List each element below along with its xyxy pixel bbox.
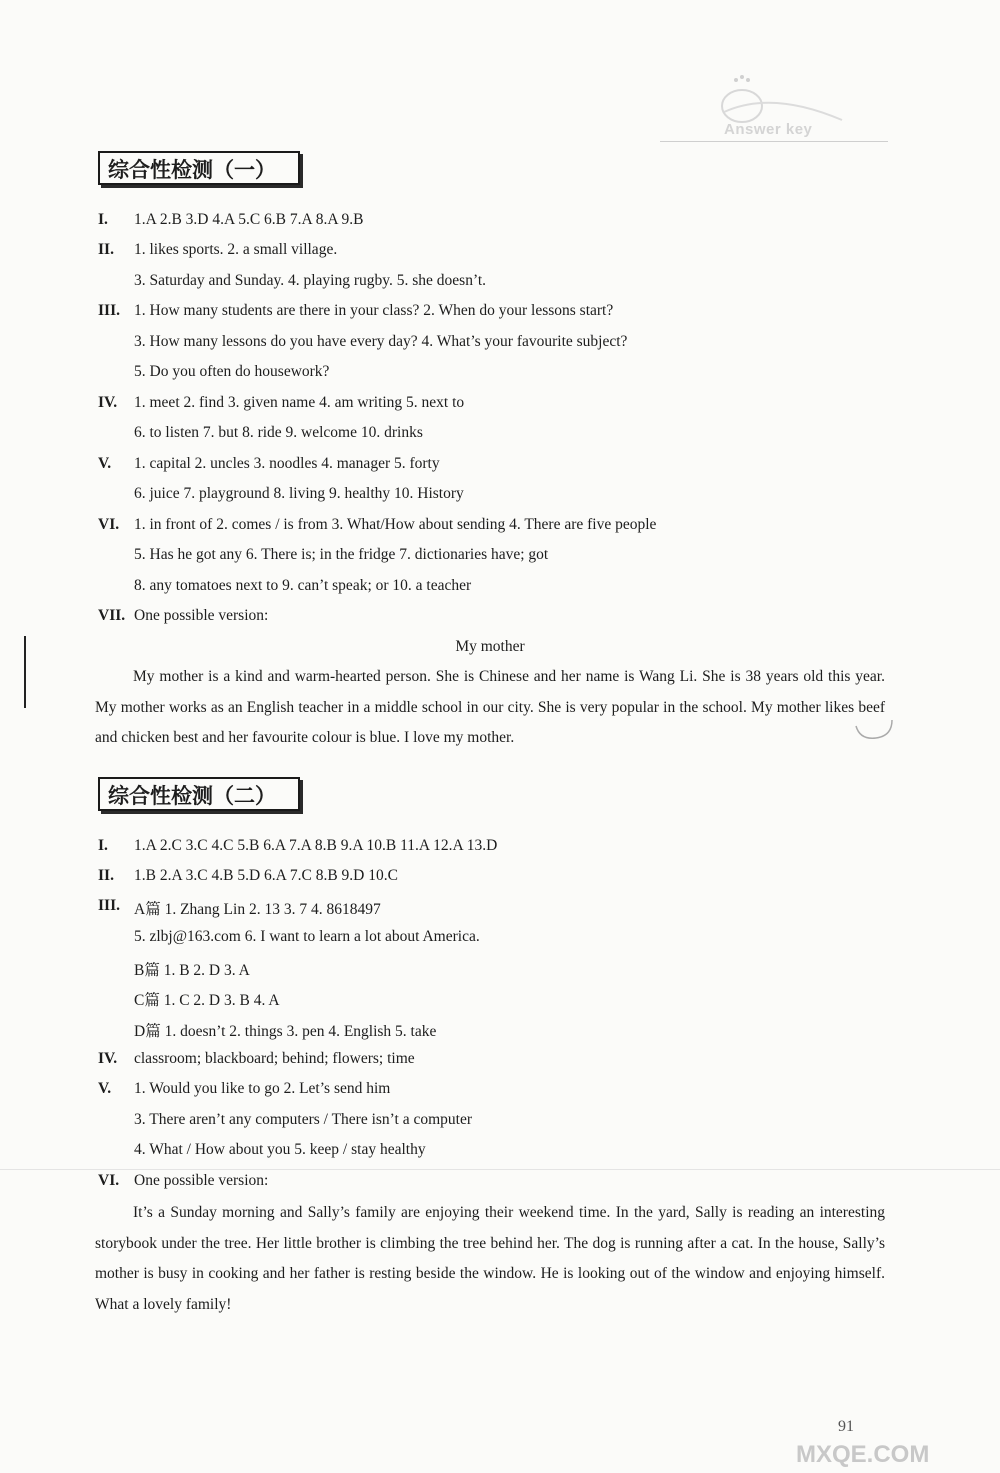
section-2-item-1-line-1: 1.A 2.C 3.C 4.C 5.B 6.A 7.A 8.B 9.A 10.B 11.A 12.A 13.D	[134, 837, 498, 854]
section-1-item-4-num: IV.	[98, 394, 118, 411]
section-2-item-1-num: I.	[98, 837, 108, 854]
section-1-item-3-num: III.	[98, 302, 120, 319]
section-2-item-3-line-1: A篇 1. Zhang Lin 2. 13 3. 7 4. 8618497	[134, 901, 381, 918]
section-2-title: 综合性检测（二）	[98, 777, 300, 811]
essay-paragraph-2: It’s a Sunday morning and Sally’s family are enjoying their weekend time. In the yard, Sally is reading an interesting storybook under the tree. Her little brother is climbing the tree behind her. The dog is running after a cat. In the house, Sally’s mother is busy in cooking and her father is resting beside the window. He is looking out of the window and enjoying himself. What a lovely family!	[95, 1204, 885, 1313]
section-2-item-6-num: VI.	[98, 1172, 120, 1189]
scan-fold-line	[0, 1169, 1000, 1170]
section-1-item-7-num: VII.	[98, 607, 126, 624]
watermark-logo	[786, 1420, 992, 1468]
section-1-item-2-num: II.	[98, 241, 114, 258]
header-rule	[660, 141, 888, 142]
section-2-item-5-num: V.	[98, 1080, 112, 1097]
section-1-title: 综合性检测（一）	[98, 151, 300, 185]
stamp-mark	[850, 696, 898, 744]
section-2-item-3-num: III.	[98, 897, 120, 914]
section-1-item-7-line-1: One possible version:	[134, 607, 269, 624]
section-1-item-5-line-1: 1. capital 2. uncles 3. noodles 4. manager 5. forty	[134, 455, 440, 472]
section-1-item-1-num: I.	[98, 211, 108, 228]
section-2-item-5-line-3: 4. What / How about you 5. keep / stay healthy	[134, 1141, 426, 1158]
page-number: 91	[838, 1418, 854, 1435]
section-2-item-5-line-1: 1. Would you like to go 2. Let’s send him	[134, 1080, 391, 1097]
section-2-item-3-line-3: B篇 1. B 2. D 3. A	[134, 962, 250, 979]
section-2-item-6-line-1: One possible version:	[134, 1172, 269, 1189]
section-1-item-4-line-1: 1. meet 2. find 3. given name 4. am writing 5. next to	[134, 394, 465, 411]
section-1-item-2-line-1: 1. likes sports. 2. a small village.	[134, 241, 338, 258]
section-1-item-6-line-2: 5. Has he got any 6. There is; in the fridge 7. dictionaries have; got	[134, 546, 549, 563]
margin-mark	[24, 636, 26, 708]
section-2-item-5-line-2: 3. There aren’t any computers / There isn’t a computer	[134, 1111, 473, 1128]
section-1-item-5-line-2: 6. juice 7. playground 8. living 9. healthy 10. History	[134, 485, 464, 502]
section-1-item-3-line-1: 1. How many students are there in your class? 2. When do your lessons start?	[134, 302, 614, 319]
section-2-item-4-num: IV.	[98, 1050, 118, 1067]
section-2-item-2-line-1: 1.B 2.A 3.C 4.B 5.D 6.A 7.C 8.B 9.D 10.C	[134, 867, 398, 884]
section-1-item-6-line-3: 8. any tomatoes next to 9. can’t speak; or 10. a teacher	[134, 577, 472, 594]
section-2-item-3-line-5: D篇 1. doesn’t 2. things 3. pen 4. English 5. take	[134, 1023, 437, 1040]
section-1-item-5-num: V.	[98, 455, 112, 472]
section-1-item-1-line-1: 1.A 2.B 3.D 4.A 5.C 6.B 7.A 8.A 9.B	[134, 211, 364, 228]
watermark-text: MXQE.COM	[796, 1441, 930, 1468]
section-1-item-3-line-3: 5. Do you often do housework?	[134, 363, 330, 380]
section-1-item-2-line-2: 3. Saturday and Sunday. 4. playing rugby. 5. she doesn’t.	[134, 272, 487, 289]
section-1-item-6-line-1: 1. in front of 2. comes / is from 3. What/How about sending 4. There are five people	[134, 516, 657, 533]
section-1-item-3-line-2: 3. How many lessons do you have every day? 4. What’s your favourite subject?	[134, 333, 628, 350]
section-1-item-4-line-2: 6. to listen 7. but 8. ride 9. welcome 10. drinks	[134, 424, 423, 441]
section-1-item-6-num: VI.	[98, 516, 120, 533]
section-2-item-3-line-2: 5. zlbj@163.com 6. I want to learn a lot about America.	[134, 928, 480, 945]
section-2-item-4-line-1: classroom; blackboard; behind; flowers; time	[134, 1050, 415, 1067]
answer-key-label: Answer key	[724, 121, 813, 138]
section-2-item-2-num: II.	[98, 867, 114, 884]
essay-paragraph-1: My mother is a kind and warm-hearted person. She is Chinese and her name is Wang Li. She is 38 years old this year. My mother works as an English teacher in a middle school in our city. She is very popular in the school. My mother likes beef and chicken best and her favourite colour is blue. I love my mother.	[95, 668, 885, 746]
section-2-item-3-line-4: C篇 1. C 2. D 3. B 4. A	[134, 992, 280, 1009]
essay-title: My mother	[455, 638, 525, 655]
